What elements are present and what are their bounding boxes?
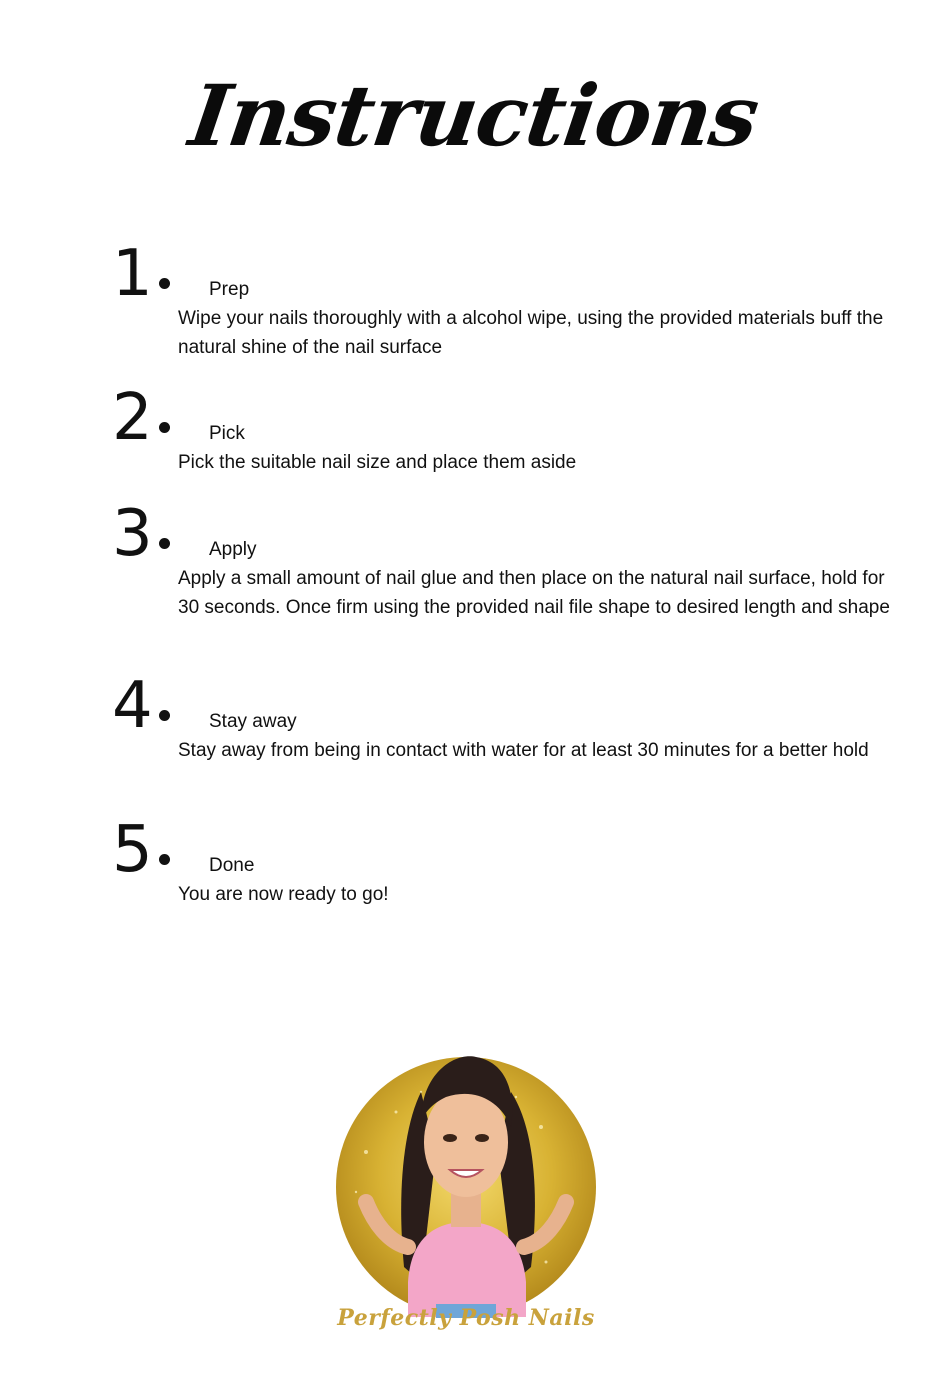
- brand-name: Perfectly Posh Nails: [337, 1305, 595, 1331]
- step-number: 4: [112, 674, 170, 738]
- step-description: Stay away from being in contact with water for at least 30 minutes for a better hold: [178, 740, 869, 761]
- step-number: 5: [112, 818, 170, 882]
- step-description: Apply a small amount of nail glue and then place on the natural nail surface, hold for 30 seconds. Once firm using the provided nail file shape to desired length and shape: [178, 568, 890, 618]
- step-number: 1: [112, 242, 170, 306]
- step-number: 3: [112, 502, 170, 566]
- step-label: Stay away: [209, 711, 297, 732]
- step-label: Done: [209, 855, 255, 876]
- step-number: 2: [112, 386, 170, 450]
- step-label: Pick: [209, 423, 245, 444]
- step-label: Apply: [209, 539, 257, 560]
- page-title: Instructions: [184, 66, 765, 165]
- step-description: You are now ready to go!: [178, 884, 389, 905]
- step-label: Prep: [209, 279, 250, 300]
- step-description: Wipe your nails thoroughly with a alcohol wipe, using the provided materials buff the natural shine of the nail surface: [178, 308, 884, 358]
- brand-logo-icon: [326, 1032, 606, 1342]
- step-description: Pick the suitable nail size and place them aside: [178, 452, 577, 473]
